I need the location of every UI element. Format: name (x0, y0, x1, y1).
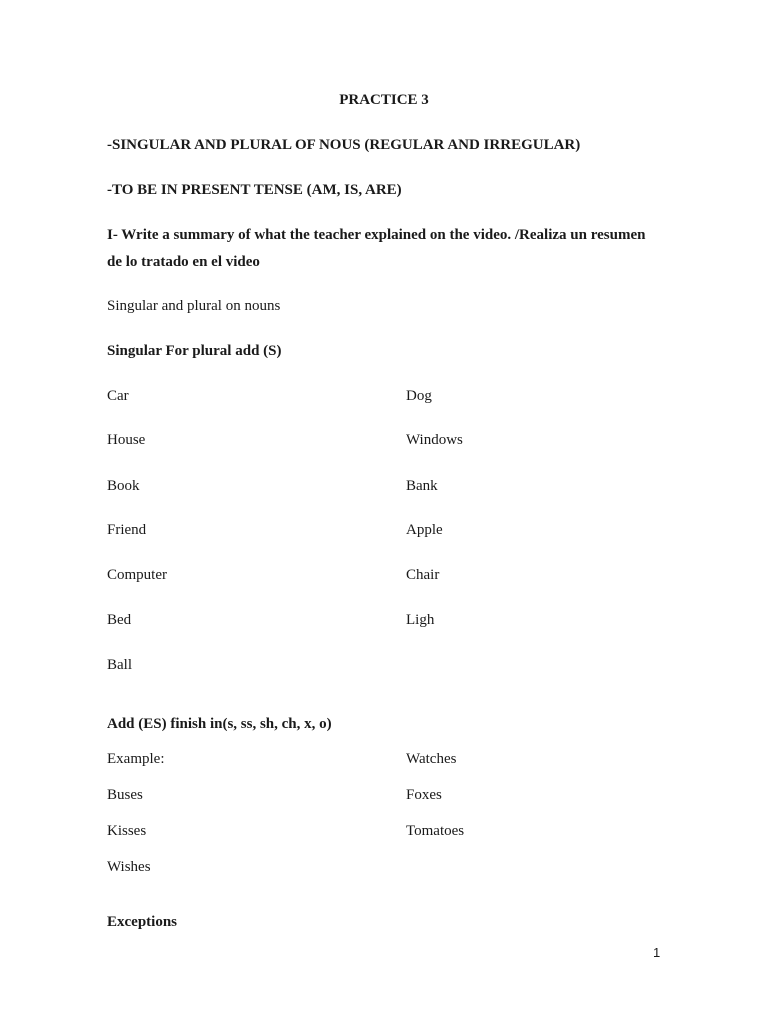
word-item: Ligh (406, 612, 435, 628)
instruction-line-1: I- Write a summary of what the teacher explained on the video. /Realiza un resumen (107, 227, 646, 243)
topic-nouns: -SINGULAR AND PLURAL OF NOUS (REGULAR AND IRREGULAR) (107, 137, 581, 153)
summary-subtitle: Singular and plural on nouns (107, 298, 281, 314)
word-item: Wishes (107, 859, 151, 875)
word-item: Dog (406, 388, 432, 404)
word-item: Buses (107, 787, 143, 803)
instruction-line-2: de lo tratado en el video (107, 254, 260, 270)
page-title: PRACTICE 3 (339, 92, 429, 108)
word-item: Book (107, 478, 140, 494)
word-item: Bed (107, 612, 132, 628)
word-item: Foxes (406, 787, 442, 803)
topic-to-be: -TO BE IN PRESENT TENSE (AM, IS, ARE) (107, 182, 402, 198)
page-number: 1 (653, 945, 661, 960)
word-item: Ball (107, 657, 132, 673)
word-item: Kisses (107, 823, 147, 839)
section-heading-exceptions: Exceptions (107, 914, 178, 930)
word-item: Watches (406, 751, 457, 767)
word-item: Car (107, 388, 129, 404)
section-heading-regular: Singular For plural add (S) (107, 343, 282, 359)
word-item: Chair (406, 567, 440, 583)
word-item: House (107, 432, 146, 448)
word-item: Computer (107, 567, 167, 583)
word-item: Windows (406, 432, 463, 448)
word-item: Bank (406, 478, 438, 494)
word-item: Example: (107, 751, 165, 767)
word-item: Friend (107, 522, 147, 538)
section-heading-es: Add (ES) finish in(s, ss, sh, ch, x, o) (107, 716, 332, 732)
word-item: Apple (406, 522, 443, 538)
word-item: Tomatoes (406, 823, 465, 839)
